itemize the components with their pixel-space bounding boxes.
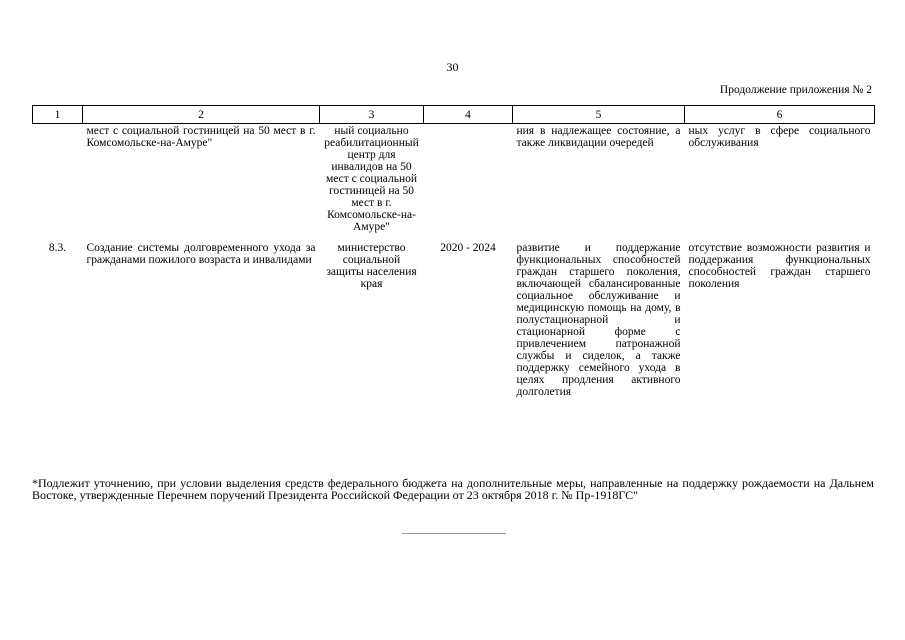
footnote: *Подлежит уточнению, при условии выделения средств федерального бюджета на дополнительные меры, направленные на поддержку рождаемости на Дальнем Востоке, утвержденные Перечнем поручений Президента Российской Федерации от 23 октября 2018 г. № Пр-1918ГС" <box>32 476 874 502</box>
column-header-2: 2 <box>83 106 320 124</box>
period: 2020 - 2024 <box>440 242 496 254</box>
program-table <box>32 105 875 402</box>
non-implementation-consequence: ных услуг в сфере социального обслуживания <box>688 125 871 149</box>
table-row <box>33 237 875 402</box>
executor: ный социально реабилитационный центр для инвалидов на 50 мест с социальной гостиницей на 50 мест в г. Комсомольске-на-Амуре" <box>324 125 419 233</box>
expected-result: развитие и поддержание функциональных способностей граждан старшего поколения, включающей сбалансированные социальное обслуживание и медицинскую помощь на дому, в полустационарной и стационарной форме с привлечением патронажной службы и сиделок, а также поддержку семейного ухода в целях продления активного долголетия <box>516 242 681 398</box>
measure-name: Создание системы долговременного ухода за гражданами пожилого возраста и инвалидами <box>86 242 316 266</box>
expected-result: ния в надлежащее состояние, а также ликвидации очередей <box>516 125 681 149</box>
executor: министерство социальной защиты населения края <box>326 242 417 290</box>
period <box>424 124 513 238</box>
footer-divider <box>402 533 506 534</box>
column-header-3: 3 <box>320 106 424 124</box>
table-header-row <box>33 106 875 124</box>
appendix-continuation-note: Продолжение приложения № 2 <box>719 84 872 96</box>
column-header-1: 1 <box>33 106 83 124</box>
column-header-5: 5 <box>513 106 685 124</box>
column-header-6: 6 <box>685 106 875 124</box>
table-row <box>33 124 875 238</box>
non-implementation-consequence: отсутствие возможности развития и поддержания функциональных способностей граждан старшего поколения <box>688 242 871 290</box>
page-number: 30 <box>446 60 459 74</box>
row-number <box>33 124 83 238</box>
measure-name: мест с социальной гостиницей на 50 мест в г. Комсомольске-на-Амуре" <box>86 125 316 149</box>
row-number: 8.3. <box>48 242 67 254</box>
column-header-4: 4 <box>424 106 513 124</box>
